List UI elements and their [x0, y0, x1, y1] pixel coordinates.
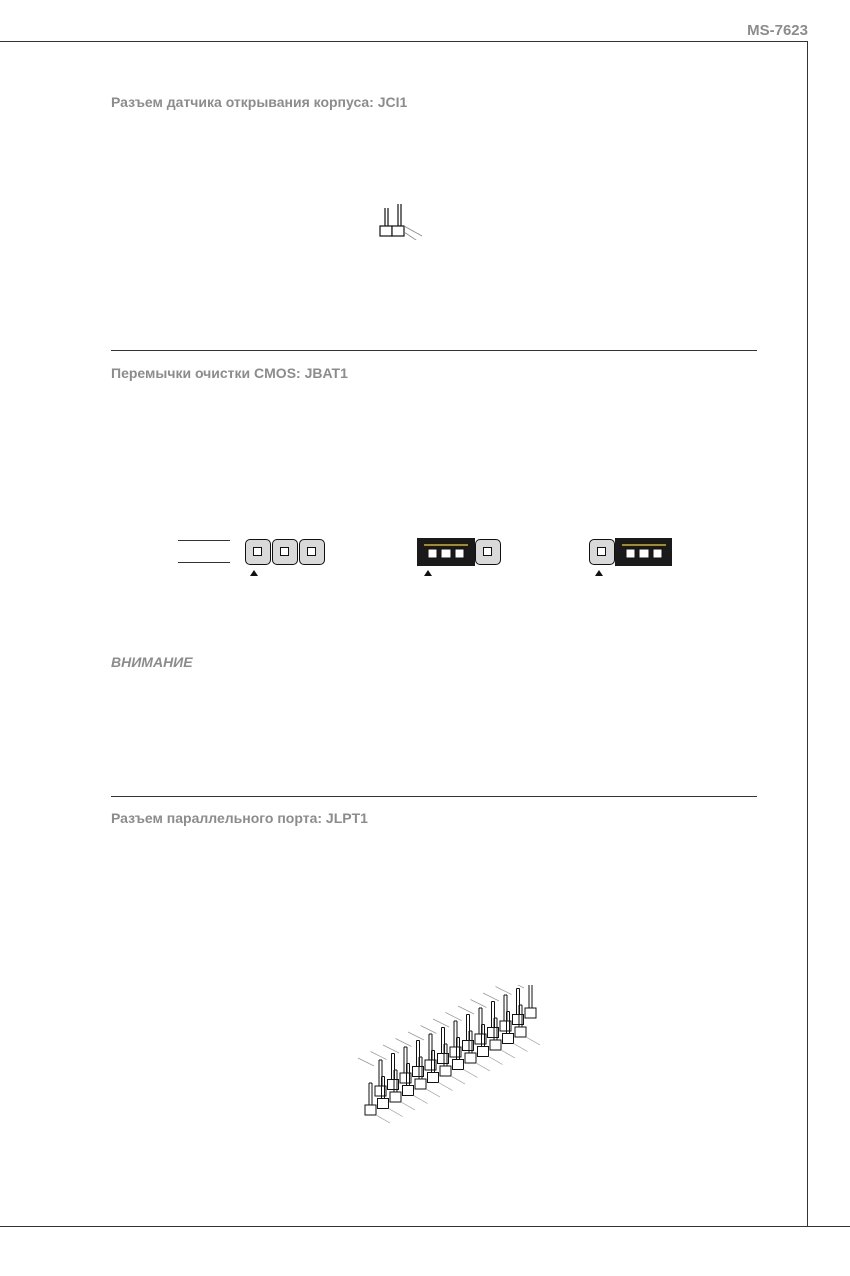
section-divider-1	[111, 350, 757, 351]
jlpt1-pin-housing	[490, 1040, 501, 1050]
jci1-connector-diagram	[376, 204, 436, 240]
jbat1-config1-pin-2	[272, 539, 298, 565]
jlpt1-leader	[446, 1013, 462, 1021]
jlpt1-leader	[433, 1019, 449, 1027]
jci1-pin-housing-1	[380, 226, 392, 236]
jlpt1-pin-housing	[365, 1105, 376, 1115]
jbat1-label-line-2	[178, 562, 230, 563]
jlpt1-pin-housing	[415, 1079, 426, 1089]
jlpt1-leader	[408, 1032, 424, 1040]
jbat1-label-line-1	[178, 540, 230, 541]
jlpt1-leader	[451, 1076, 465, 1084]
jbat1-config3-cap-detail	[620, 542, 668, 562]
jlpt1-pin-housing	[428, 1073, 439, 1083]
jci1-heading: Разъем датчика открывания корпуса: JCI1	[111, 94, 408, 110]
jlpt1-pin-housing	[478, 1047, 489, 1057]
jlpt1-leader	[508, 985, 524, 988]
jlpt1-leader	[358, 1058, 374, 1066]
jlpt1-leader	[401, 1102, 415, 1110]
jci1-pin-housing-2	[392, 226, 404, 236]
jci1-leader-2	[404, 226, 422, 236]
jlpt1-connector-diagram	[330, 985, 570, 1135]
jlpt1-leader	[458, 1006, 474, 1014]
warning-label: ВНИМАНИЕ	[111, 654, 193, 670]
jlpt1-leader	[496, 987, 512, 995]
jlpt1-leader	[489, 1057, 503, 1065]
jlpt1-leader	[421, 1026, 437, 1034]
jbat1-config2-pin-3	[475, 539, 501, 565]
jlpt1-leader	[396, 1039, 412, 1047]
jbat1-config1-pin-3	[299, 539, 325, 565]
jbat1-config1-pin1-marker	[250, 570, 258, 576]
jlpt1-leader	[471, 1000, 487, 1008]
model-number: MS-7623	[747, 22, 808, 39]
jbat1-config2-cap-detail	[422, 542, 470, 562]
jbat1-heading: Перемычки очистки CMOS: JBAT1	[111, 365, 348, 381]
jlpt1-pin-housing	[503, 1034, 514, 1044]
jlpt1-leader	[526, 1037, 540, 1045]
jlpt1-leader	[414, 1096, 428, 1104]
jlpt1-pin-housing	[390, 1092, 401, 1102]
jlpt1-pin-housing	[515, 1027, 526, 1037]
jlpt1-leader	[426, 1089, 440, 1097]
jlpt1-leader	[483, 993, 499, 1001]
jbat1-config1-pin-1	[245, 539, 271, 565]
jlpt1-leader	[464, 1070, 478, 1078]
jlpt1-heading: Разъем параллельного порта: JLPT1	[111, 810, 368, 826]
jbat1-config3-pin-1	[589, 539, 615, 565]
jlpt1-pin-housing	[378, 1099, 389, 1109]
jlpt1-leader	[389, 1109, 403, 1117]
jbat1-config3-pin1-marker	[595, 570, 603, 576]
jlpt1-leader	[439, 1083, 453, 1091]
jlpt1-leader	[514, 1044, 528, 1052]
jbat1-config2-pin1-marker	[424, 570, 432, 576]
header-rule	[0, 41, 808, 42]
jlpt1-leader	[376, 1115, 390, 1123]
jlpt1-pin-housing	[403, 1086, 414, 1096]
jlpt1-pin-housing	[440, 1066, 451, 1076]
jlpt1-pin-housing	[453, 1060, 464, 1070]
page-frame-right	[807, 41, 808, 1227]
footer-rule	[0, 1226, 850, 1227]
jlpt1-leader	[383, 1045, 399, 1053]
jlpt1-leader	[476, 1063, 490, 1071]
section-divider-2	[111, 796, 757, 797]
jci1-leader-1	[404, 232, 422, 240]
jlpt1-leader	[501, 1050, 515, 1058]
jlpt1-pin-housing	[465, 1053, 476, 1063]
jlpt1-leader	[371, 1052, 387, 1060]
jlpt1-pin-housing	[525, 1008, 536, 1018]
